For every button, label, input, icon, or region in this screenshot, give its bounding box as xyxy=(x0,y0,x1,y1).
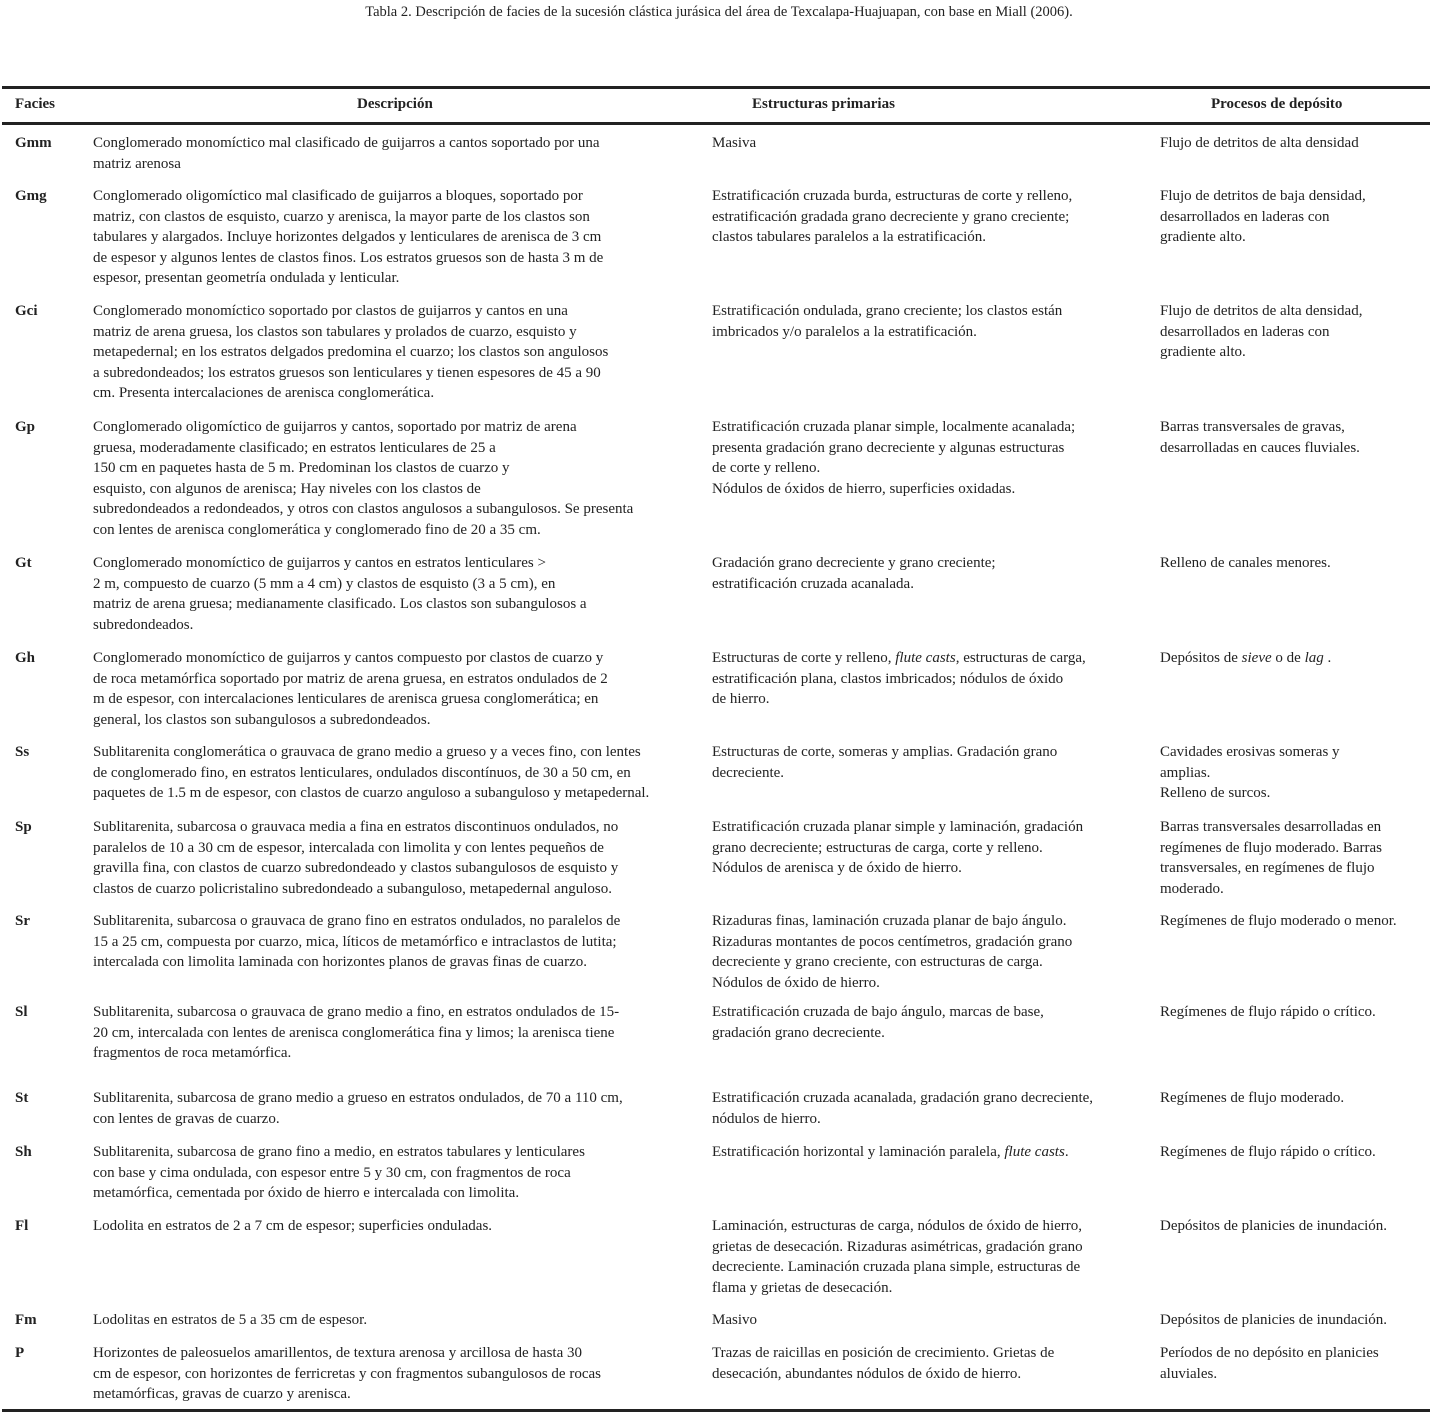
cell-descripcion: Lodolitas en estratos de 5 a 35 cm de espesor. xyxy=(93,1312,368,1328)
cell-descripcion: Horizontes de paleosuelos amarillentos, de textura arenosa y arcillosa de hasta 30 cm de espesor, con horizontes de ferricretas y con fragmentos subangulosos de rocas metamórficas, gravas de cuarzo y arenisca. xyxy=(93,1345,601,1403)
header-facies: Facies xyxy=(15,96,55,112)
cell-descripcion: Sublitarenita, subarcosa de grano fino a medio, en estratos tabulares y lenticulares con base y cima ondulada, con espesor entre 5 y 30 cm, con fragmentos de roca metamórfica, cementada por óxido de hierro e intercalada con limolita. xyxy=(93,1144,585,1202)
cell-procesos: Regímenes de flujo moderado. xyxy=(1160,1090,1345,1106)
cell-facies: Sr xyxy=(15,913,30,929)
cell-estructuras: Estratificación ondulada, grano creciente; los clastos están imbricados y/o paralelos a la estratificación. xyxy=(712,303,1063,340)
cell-facies: Gmg xyxy=(15,188,47,204)
cell-facies: Sp xyxy=(15,819,32,835)
cell-procesos: Regímenes de flujo rápido o crítico. xyxy=(1160,1144,1376,1160)
cell-facies: Gt xyxy=(15,555,32,571)
cell-procesos: Flujo de detritos de alta densidad, desarrollados en laderas con gradiente alto. xyxy=(1160,303,1363,361)
cell-descripcion: Conglomerado monomíctico soportado por clastos de guijarros y cantos en una matriz de arena gruesa, los clastos son tabulares y prolados de cuarzo, esquisto y metapedernal; en los estratos delgados predomina el cuarzo; los clastos son angulosos a subredondeados; los estratos gruesos son lenticulares y tienen espesores de 45 a 90 cm. Presenta intercalaciones de arenisca conglomerática. xyxy=(93,303,609,402)
cell-estructuras: Rizaduras finas, laminación cruzada planar de bajo ángulo. Rizaduras montantes de pocos centímetros, gradación grano decreciente y grano creciente, con estructuras de carga. Nódulos de óxido de hierro. xyxy=(712,913,1073,991)
cell-estructuras: Estratificación cruzada planar simple, localmente acanalada; presenta gradación grano decreciente y algunas estructuras de corte y relleno. Nódulos de óxidos de hierro, superficies oxidadas. xyxy=(712,419,1076,497)
cell-procesos: Cavidades erosivas someras y amplias. Relleno de surcos. xyxy=(1160,744,1340,802)
cell-procesos: Depósitos de sieve o de lag . xyxy=(1160,650,1332,666)
cell-estructuras: Gradación grano decreciente y grano creciente; estratificación cruzada acanalada. xyxy=(712,555,996,592)
cell-estructuras: Estratificación cruzada acanalada, gradación grano decreciente, nódulos de hierro. xyxy=(712,1090,1094,1127)
cell-descripcion: Sublitarenita, subarcosa o grauvaca de grano fino en estratos ondulados, no paralelos de 15 a 25 cm, compuesta por cuarzo, mica, líticos de metamórfico e intraclastos de lutita; intercalada con limolita laminada con horizontes planos de gravas finas de cuarzo. xyxy=(93,913,621,971)
cell-facies: Gmm xyxy=(15,135,52,151)
header-rule xyxy=(2,122,1430,125)
cell-estructuras: Masivo xyxy=(712,1312,757,1328)
table-caption: Tabla 2. Descripción de facies de la sucesión clástica jurásica del área de Texcalapa-Huajuapan, con base en Miall (2006). xyxy=(365,4,1073,20)
cell-descripcion: Conglomerado monomíctico de guijarros y cantos compuesto por clastos de cuarzo y de roca metamórfica soportado por matriz de arena gruesa, en estratos ondulados de 2 m de espesor, con intercalaciones lenticulares de arenisca gruesa conglomerática; en general, los clastos son subangulosos a subredondeados. xyxy=(93,650,608,728)
cell-facies: Sh xyxy=(15,1144,32,1160)
cell-descripcion: Conglomerado oligomíctico de guijarros y cantos, soportado por matriz de arena gruesa, moderadamente clasificado; en estratos lenticulares de 25 a 150 cm en paquetes hasta de 5 m. Predominan los clastos de cuarzo y esquisto, con algunos de arenisca; Hay niveles con los clastos de subredondeados a redondeados, y otros con clastos angulosos a subangulosos. Se presenta con lentes de arenisca conglomerática y conglomerado fino de 20 a 35 cm. xyxy=(93,419,634,538)
cell-procesos: Períodos de no depósito en planicies aluviales. xyxy=(1160,1345,1379,1382)
cell-estructuras: Trazas de raicillas en posición de crecimiento. Grietas de desecación, abundantes nódulos de óxido de hierro. xyxy=(712,1345,1055,1382)
cell-estructuras: Estructuras de corte, someras y amplias. Gradación grano decreciente. xyxy=(712,744,1058,781)
bottom-rule xyxy=(2,1409,1430,1412)
cell-descripcion: Conglomerado oligomíctico mal clasificado de guijarros a bloques, soportado por matriz, con clastos de esquisto, cuarzo y arenisca, la mayor parte de los clastos son tabulares y alargados. Incluye horizontes delgados y lenticulares de arenisca de 3 cm de espesor y algunos lentes de clastos finos. Los estratos gruesos son de hasta 3 m de espesor, presentan geometría ondulada y lenticular. xyxy=(93,188,604,287)
cell-descripcion: Lodolita en estratos de 2 a 7 cm de espesor; superficies onduladas. xyxy=(93,1218,493,1234)
cell-facies: Gci xyxy=(15,303,38,319)
cell-procesos: Barras transversales desarrolladas en regímenes de flujo moderado. Barras transversales, en regímenes de flujo moderado. xyxy=(1160,819,1383,897)
cell-procesos: Depósitos de planicies de inundación. xyxy=(1160,1218,1388,1234)
cell-estructuras: Estratificación cruzada planar simple y laminación, gradación grano decreciente; estructuras de carga, corte y relleno. Nódulos de arenisca y de óxido de hierro. xyxy=(712,819,1084,877)
cell-estructuras: Estratificación cruzada burda, estructuras de corte y relleno, estratificación gradada grano decreciente y grano creciente; clastos tabulares paralelos a la estratificación. xyxy=(712,188,1073,246)
cell-facies: Gp xyxy=(15,419,36,435)
top-rule xyxy=(2,86,1430,89)
cell-procesos: Regímenes de flujo moderado o menor. xyxy=(1160,913,1397,929)
cell-estructuras: Masiva xyxy=(712,135,757,151)
cell-estructuras: Estructuras de corte y relleno, flute casts, estructuras de carga, estratificación plana, clastos imbricados; nódulos de óxido de hierro. xyxy=(712,650,1086,708)
cell-procesos: Flujo de detritos de alta densidad xyxy=(1160,135,1359,151)
cell-facies: Ss xyxy=(15,744,30,760)
cell-descripcion: Sublitarenita conglomerática o grauvaca de grano medio a grueso y a veces fino, con lentes de conglomerado fino, en estratos lenticulares, ondulados discontínuos, de 30 a 50 cm, en paquetes de 1.5 m de espesor, con clastos de cuarzo anguloso a subanguloso y metapedernal. xyxy=(93,744,650,802)
cell-descripcion: Conglomerado monomíctico mal clasificado de guijarros a cantos soportado por una matriz arenosa xyxy=(93,135,600,172)
cell-facies: Fl xyxy=(15,1218,29,1234)
cell-descripcion: Sublitarenita, subarcosa o grauvaca media a fina en estratos discontinuos ondulados, no paralelos de 10 a 30 cm de espesor, intercalada con limolita y con lentes pequeños de gravilla fina, con clastos de cuarzo subredondeado y clastos subangulosos de esquisto y clastos de cuarzo policristalino subredondeado a subanguloso, metapedernal anguloso. xyxy=(93,819,619,897)
cell-facies: St xyxy=(15,1090,29,1106)
cell-procesos: Relleno de canales menores. xyxy=(1160,555,1331,571)
cell-estructuras: Estratificación horizontal y laminación paralela, flute casts. xyxy=(712,1144,1069,1160)
cell-estructuras: Laminación, estructuras de carga, nódulos de óxido de hierro, grietas de desecación. Rizaduras asimétricas, gradación grano decreciente. Laminación cruzada plana simple, estructuras de flama y grietas de desecación. xyxy=(712,1218,1083,1296)
cell-descripcion: Sublitarenita, subarcosa de grano medio a grueso en estratos ondulados, de 70 a 110 cm, con lentes de gravas de cuarzo. xyxy=(93,1090,623,1127)
cell-facies: Fm xyxy=(15,1312,37,1328)
cell-procesos: Barras transversales de gravas, desarrolladas en cauces fluviales. xyxy=(1160,419,1360,456)
header-estructuras: Estructuras primarias xyxy=(752,96,895,112)
cell-procesos: Regímenes de flujo rápido o crítico. xyxy=(1160,1004,1376,1020)
cell-procesos: Depósitos de planicies de inundación. xyxy=(1160,1312,1388,1328)
cell-procesos: Flujo de detritos de baja densidad, desarrollados en laderas con gradiente alto. xyxy=(1160,188,1366,246)
cell-facies: Gh xyxy=(15,650,36,666)
cell-facies: P xyxy=(15,1345,25,1361)
cell-estructuras: Estratificación cruzada de bajo ángulo, marcas de base, gradación grano decreciente. xyxy=(712,1004,1044,1041)
cell-facies: Sl xyxy=(15,1004,28,1020)
header-descripcion: Descripción xyxy=(357,96,433,112)
cell-descripcion: Sublitarenita, subarcosa o grauvaca de grano medio a fino, en estratos ondulados de 15- 20 cm, intercalada con lentes de arenisca conglomerática fina y limos; la arenisca tiene fragmentos de roca metamórfica. xyxy=(93,1004,620,1062)
header-procesos: Procesos de depósito xyxy=(1211,96,1343,112)
cell-descripcion: Conglomerado monomíctico de guijarros y cantos en estratos lenticulares > 2 m, compuesto de cuarzo (5 mm a 4 cm) y clastos de esquisto (3 a 5 cm), en matriz de arena gruesa; medianamente clasificado. Los clastos son subangulosos a subredondeados. xyxy=(93,555,587,633)
